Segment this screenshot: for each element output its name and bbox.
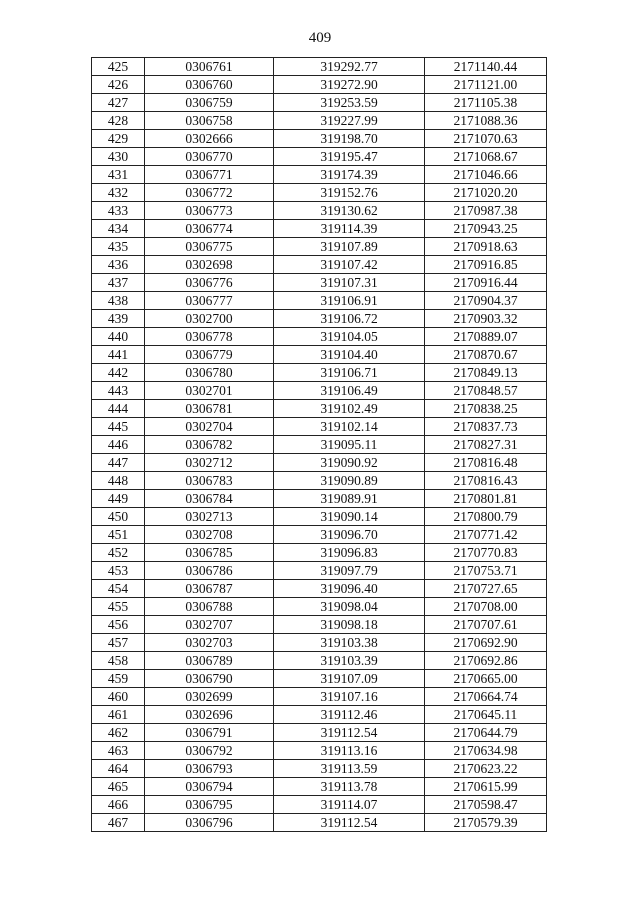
point-id-cell: 0306794 [145, 778, 274, 796]
x-coordinate-cell: 319152.76 [274, 184, 425, 202]
point-id-cell: 0302712 [145, 454, 274, 472]
y-coordinate-cell: 2170753.71 [425, 562, 547, 580]
point-id-cell: 0306792 [145, 742, 274, 760]
table-row [92, 580, 547, 598]
row-index-cell: 459 [92, 670, 145, 688]
point-id-cell: 0306780 [145, 364, 274, 382]
x-coordinate-cell: 319114.07 [274, 796, 425, 814]
row-index-cell: 431 [92, 166, 145, 184]
x-coordinate-cell: 319090.89 [274, 472, 425, 490]
y-coordinate-cell: 2171020.20 [425, 184, 547, 202]
row-index-cell: 426 [92, 76, 145, 94]
point-id-cell: 0302707 [145, 616, 274, 634]
x-coordinate-cell: 319107.89 [274, 238, 425, 256]
row-index-cell: 462 [92, 724, 145, 742]
table-row [92, 724, 547, 742]
row-index-cell: 430 [92, 148, 145, 166]
y-coordinate-cell: 2170634.98 [425, 742, 547, 760]
table-row [92, 166, 547, 184]
row-index-cell: 446 [92, 436, 145, 454]
y-coordinate-cell: 2170664.74 [425, 688, 547, 706]
table-row [92, 598, 547, 616]
table-row [92, 112, 547, 130]
point-id-cell: 0302699 [145, 688, 274, 706]
y-coordinate-cell: 2170579.39 [425, 814, 547, 832]
row-index-cell: 455 [92, 598, 145, 616]
point-id-cell: 0306788 [145, 598, 274, 616]
point-id-cell: 0306779 [145, 346, 274, 364]
table-row [92, 310, 547, 328]
row-index-cell: 438 [92, 292, 145, 310]
row-index-cell: 454 [92, 580, 145, 598]
row-index-cell: 457 [92, 634, 145, 652]
y-coordinate-cell: 2170801.81 [425, 490, 547, 508]
row-index-cell: 461 [92, 706, 145, 724]
y-coordinate-cell: 2170707.61 [425, 616, 547, 634]
point-id-cell: 0306773 [145, 202, 274, 220]
y-coordinate-cell: 2170837.73 [425, 418, 547, 436]
x-coordinate-cell: 319102.49 [274, 400, 425, 418]
table-row [92, 742, 547, 760]
table-row [92, 328, 547, 346]
y-coordinate-cell: 2170943.25 [425, 220, 547, 238]
table-row [92, 184, 547, 202]
table-row [92, 508, 547, 526]
y-coordinate-cell: 2170708.00 [425, 598, 547, 616]
x-coordinate-cell: 319107.09 [274, 670, 425, 688]
x-coordinate-cell: 319107.42 [274, 256, 425, 274]
y-coordinate-cell: 2171070.63 [425, 130, 547, 148]
table-row [92, 220, 547, 238]
point-id-cell: 0302698 [145, 256, 274, 274]
table-row [92, 364, 547, 382]
y-coordinate-cell: 2170827.31 [425, 436, 547, 454]
point-id-cell: 0306775 [145, 238, 274, 256]
table-row [92, 706, 547, 724]
table-row [92, 400, 547, 418]
row-index-cell: 452 [92, 544, 145, 562]
x-coordinate-cell: 319095.11 [274, 436, 425, 454]
x-coordinate-cell: 319113.16 [274, 742, 425, 760]
point-id-cell: 0306771 [145, 166, 274, 184]
table-row [92, 58, 547, 76]
y-coordinate-cell: 2170771.42 [425, 526, 547, 544]
x-coordinate-cell: 319106.49 [274, 382, 425, 400]
x-coordinate-cell: 319098.04 [274, 598, 425, 616]
row-index-cell: 427 [92, 94, 145, 112]
y-coordinate-cell: 2170904.37 [425, 292, 547, 310]
x-coordinate-cell: 319130.62 [274, 202, 425, 220]
y-coordinate-cell: 2170665.00 [425, 670, 547, 688]
table-row [92, 202, 547, 220]
x-coordinate-cell: 319104.40 [274, 346, 425, 364]
x-coordinate-cell: 319096.83 [274, 544, 425, 562]
y-coordinate-cell: 2170645.11 [425, 706, 547, 724]
x-coordinate-cell: 319253.59 [274, 94, 425, 112]
point-id-cell: 0302703 [145, 634, 274, 652]
row-index-cell: 441 [92, 346, 145, 364]
table-body [92, 58, 547, 832]
table-row [92, 472, 547, 490]
point-id-cell: 0306791 [145, 724, 274, 742]
point-id-cell: 0306785 [145, 544, 274, 562]
row-index-cell: 429 [92, 130, 145, 148]
page-number: 409 [308, 30, 332, 46]
row-index-cell: 463 [92, 742, 145, 760]
x-coordinate-cell: 319107.16 [274, 688, 425, 706]
x-coordinate-cell: 319112.46 [274, 706, 425, 724]
x-coordinate-cell: 319097.79 [274, 562, 425, 580]
point-id-cell: 0302701 [145, 382, 274, 400]
point-id-cell: 0306772 [145, 184, 274, 202]
y-coordinate-cell: 2170816.43 [425, 472, 547, 490]
y-coordinate-cell: 2170615.99 [425, 778, 547, 796]
y-coordinate-cell: 2170848.57 [425, 382, 547, 400]
y-coordinate-cell: 2171140.44 [425, 58, 547, 76]
table-row [92, 616, 547, 634]
y-coordinate-cell: 2170918.63 [425, 238, 547, 256]
x-coordinate-cell: 319103.38 [274, 634, 425, 652]
y-coordinate-cell: 2170870.67 [425, 346, 547, 364]
row-index-cell: 449 [92, 490, 145, 508]
point-id-cell: 0302666 [145, 130, 274, 148]
point-id-cell: 0306789 [145, 652, 274, 670]
table-row [92, 490, 547, 508]
row-index-cell: 428 [92, 112, 145, 130]
table-row [92, 238, 547, 256]
point-id-cell: 0306758 [145, 112, 274, 130]
y-coordinate-cell: 2170727.65 [425, 580, 547, 598]
x-coordinate-cell: 319113.59 [274, 760, 425, 778]
table-row [92, 526, 547, 544]
point-id-cell: 0306781 [145, 400, 274, 418]
row-index-cell: 448 [92, 472, 145, 490]
x-coordinate-cell: 319272.90 [274, 76, 425, 94]
table-row [92, 652, 547, 670]
point-id-cell: 0306793 [145, 760, 274, 778]
row-index-cell: 442 [92, 364, 145, 382]
point-id-cell: 0306770 [145, 148, 274, 166]
row-index-cell: 465 [92, 778, 145, 796]
x-coordinate-cell: 319112.54 [274, 724, 425, 742]
table-row [92, 418, 547, 436]
row-index-cell: 460 [92, 688, 145, 706]
table-row [92, 382, 547, 400]
y-coordinate-cell: 2170916.44 [425, 274, 547, 292]
row-index-cell: 436 [92, 256, 145, 274]
x-coordinate-cell: 319090.92 [274, 454, 425, 472]
row-index-cell: 437 [92, 274, 145, 292]
x-coordinate-cell: 319103.39 [274, 652, 425, 670]
table-row [92, 436, 547, 454]
x-coordinate-cell: 319106.71 [274, 364, 425, 382]
row-index-cell: 453 [92, 562, 145, 580]
point-id-cell: 0306795 [145, 796, 274, 814]
y-coordinate-cell: 2170623.22 [425, 760, 547, 778]
y-coordinate-cell: 2170800.79 [425, 508, 547, 526]
x-coordinate-cell: 319090.14 [274, 508, 425, 526]
table-row [92, 634, 547, 652]
point-id-cell: 0306776 [145, 274, 274, 292]
y-coordinate-cell: 2170644.79 [425, 724, 547, 742]
y-coordinate-cell: 2170692.90 [425, 634, 547, 652]
point-id-cell: 0302708 [145, 526, 274, 544]
y-coordinate-cell: 2170598.47 [425, 796, 547, 814]
y-coordinate-cell: 2171105.38 [425, 94, 547, 112]
table-row [92, 778, 547, 796]
row-index-cell: 450 [92, 508, 145, 526]
row-index-cell: 447 [92, 454, 145, 472]
y-coordinate-cell: 2170692.86 [425, 652, 547, 670]
row-index-cell: 440 [92, 328, 145, 346]
y-coordinate-cell: 2170903.32 [425, 310, 547, 328]
point-id-cell: 0302696 [145, 706, 274, 724]
table-row [92, 148, 547, 166]
table-row [92, 562, 547, 580]
x-coordinate-cell: 319292.77 [274, 58, 425, 76]
x-coordinate-cell: 319106.91 [274, 292, 425, 310]
x-coordinate-cell: 319104.05 [274, 328, 425, 346]
table-row [92, 76, 547, 94]
x-coordinate-cell: 319112.54 [274, 814, 425, 832]
point-id-cell: 0306774 [145, 220, 274, 238]
point-id-cell: 0306759 [145, 94, 274, 112]
row-index-cell: 433 [92, 202, 145, 220]
y-coordinate-cell: 2171121.00 [425, 76, 547, 94]
table-row [92, 670, 547, 688]
point-id-cell: 0302700 [145, 310, 274, 328]
table-row [92, 256, 547, 274]
point-id-cell: 0306761 [145, 58, 274, 76]
row-index-cell: 456 [92, 616, 145, 634]
point-id-cell: 0306760 [145, 76, 274, 94]
row-index-cell: 458 [92, 652, 145, 670]
x-coordinate-cell: 319113.78 [274, 778, 425, 796]
row-index-cell: 445 [92, 418, 145, 436]
point-id-cell: 0306796 [145, 814, 274, 832]
table-row [92, 274, 547, 292]
table-row [92, 814, 547, 832]
y-coordinate-cell: 2170816.48 [425, 454, 547, 472]
row-index-cell: 434 [92, 220, 145, 238]
x-coordinate-cell: 319227.99 [274, 112, 425, 130]
x-coordinate-cell: 319174.39 [274, 166, 425, 184]
y-coordinate-cell: 2170770.83 [425, 544, 547, 562]
y-coordinate-cell: 2171046.66 [425, 166, 547, 184]
x-coordinate-cell: 319106.72 [274, 310, 425, 328]
y-coordinate-cell: 2170849.13 [425, 364, 547, 382]
row-index-cell: 444 [92, 400, 145, 418]
table-row [92, 760, 547, 778]
row-index-cell: 439 [92, 310, 145, 328]
y-coordinate-cell: 2170889.07 [425, 328, 547, 346]
row-index-cell: 432 [92, 184, 145, 202]
table-row [92, 544, 547, 562]
point-id-cell: 0306784 [145, 490, 274, 508]
table-row [92, 796, 547, 814]
table-row [92, 688, 547, 706]
row-index-cell: 466 [92, 796, 145, 814]
point-id-cell: 0306777 [145, 292, 274, 310]
y-coordinate-cell: 2170987.38 [425, 202, 547, 220]
point-id-cell: 0306783 [145, 472, 274, 490]
y-coordinate-cell: 2170838.25 [425, 400, 547, 418]
coordinates-table [91, 57, 547, 832]
point-id-cell: 0306786 [145, 562, 274, 580]
x-coordinate-cell: 319198.70 [274, 130, 425, 148]
x-coordinate-cell: 319098.18 [274, 616, 425, 634]
point-id-cell: 0302713 [145, 508, 274, 526]
x-coordinate-cell: 319096.40 [274, 580, 425, 598]
y-coordinate-cell: 2171068.67 [425, 148, 547, 166]
point-id-cell: 0306782 [145, 436, 274, 454]
table-row [92, 292, 547, 310]
table-row [92, 454, 547, 472]
x-coordinate-cell: 319107.31 [274, 274, 425, 292]
row-index-cell: 425 [92, 58, 145, 76]
row-index-cell: 451 [92, 526, 145, 544]
table-row [92, 130, 547, 148]
x-coordinate-cell: 319114.39 [274, 220, 425, 238]
table-row [92, 346, 547, 364]
point-id-cell: 0306790 [145, 670, 274, 688]
table-row [92, 94, 547, 112]
row-index-cell: 443 [92, 382, 145, 400]
row-index-cell: 467 [92, 814, 145, 832]
row-index-cell: 435 [92, 238, 145, 256]
x-coordinate-cell: 319096.70 [274, 526, 425, 544]
point-id-cell: 0306778 [145, 328, 274, 346]
x-coordinate-cell: 319089.91 [274, 490, 425, 508]
x-coordinate-cell: 319102.14 [274, 418, 425, 436]
y-coordinate-cell: 2171088.36 [425, 112, 547, 130]
row-index-cell: 464 [92, 760, 145, 778]
y-coordinate-cell: 2170916.85 [425, 256, 547, 274]
point-id-cell: 0306787 [145, 580, 274, 598]
x-coordinate-cell: 319195.47 [274, 148, 425, 166]
point-id-cell: 0302704 [145, 418, 274, 436]
